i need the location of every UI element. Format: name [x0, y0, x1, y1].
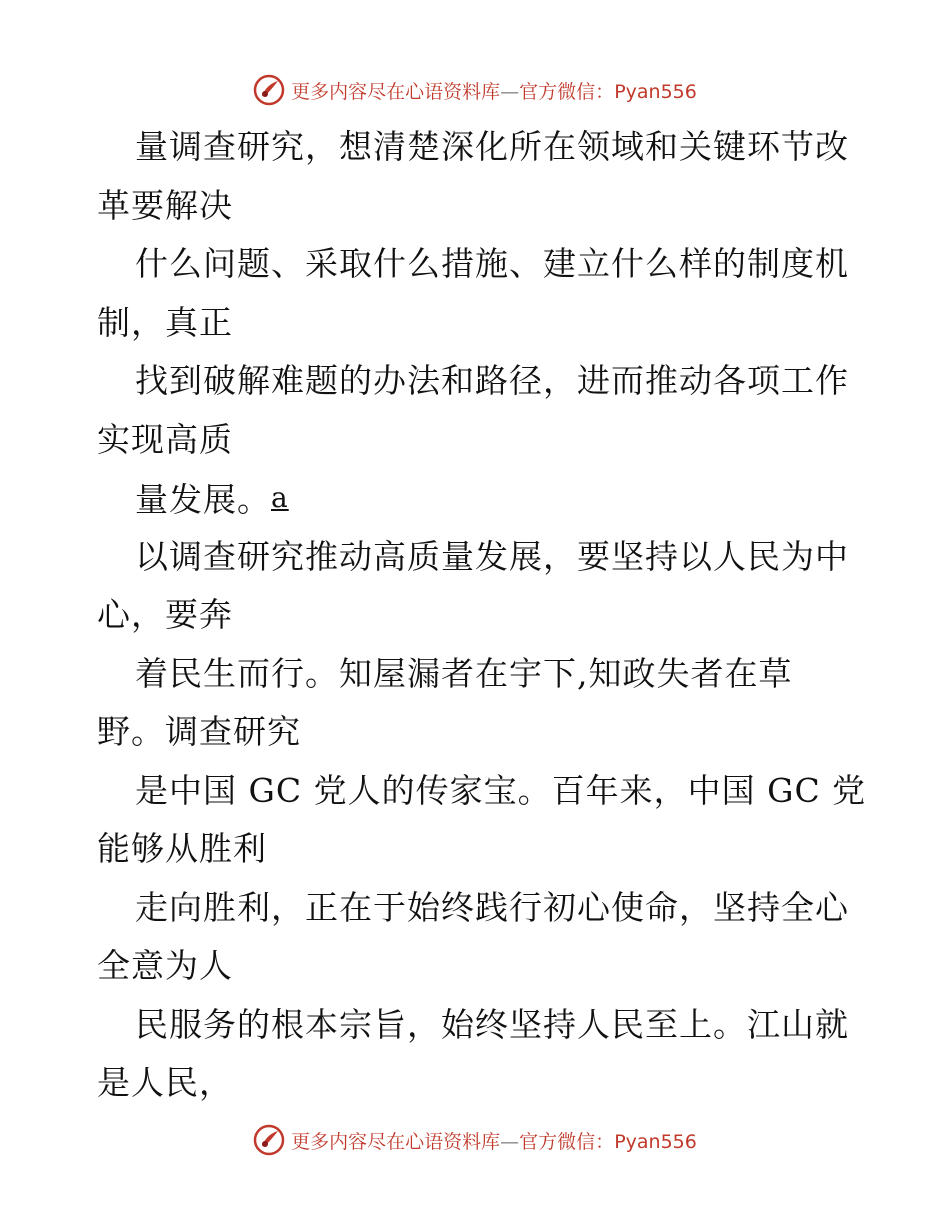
text-line: 野。调查研究: [97, 712, 301, 751]
text-line: 革要解决: [97, 185, 233, 225]
paragraph: [97, 879, 857, 996]
text-line: 能够从胜利: [97, 829, 267, 868]
banner-separator: —: [500, 1130, 520, 1153]
text-line: 量调查研究，想清楚深化所在领域和关键环节改: [135, 127, 849, 166]
brand-logo-icon: [253, 74, 285, 106]
footnote-mark: a: [271, 481, 289, 514]
text-line: 全意为人: [97, 946, 233, 985]
paragraph: [97, 352, 857, 469]
text-line: 是中国 GC 党人的传家宝。百年来，中国 GC 党: [135, 770, 867, 810]
text-line: 什么问题、采取什么措施、建立什么样的制度机: [135, 244, 849, 283]
banner-text: [291, 77, 697, 104]
paragraph: [97, 528, 857, 645]
paragraph: [97, 469, 857, 528]
banner-wechat-label: 官方微信：: [519, 80, 615, 103]
text-line: 找到破解难题的办法和路径，进而推动各项工作: [135, 361, 849, 400]
text-line: 心，要奔: [97, 595, 233, 634]
banner-wechat-id: Pyan556: [614, 80, 697, 103]
document-body: [97, 118, 867, 1113]
text-line: 着民生而行。知屋漏者在宇下,知政失者在草: [135, 653, 793, 693]
banner-inner: [253, 74, 697, 106]
banner-wechat-label: 官方微信：: [519, 1130, 615, 1153]
paragraph: [97, 762, 867, 879]
banner-text: [291, 1127, 697, 1154]
footer-banner: [0, 1120, 950, 1160]
banner-inner: [253, 1124, 697, 1156]
brand-logo-icon: [253, 1124, 285, 1156]
paragraph: [97, 996, 857, 1113]
paragraph: [97, 118, 857, 235]
text-line: 制，真正: [97, 302, 233, 342]
text-line: 是人民，: [97, 1063, 233, 1102]
text-line: 民服务的根本宗旨，始终坚持人民至上。江山就: [135, 1004, 849, 1044]
text-line-with-mark: [97, 469, 857, 528]
text-line: 走向胜利，正在于始终践行初心使命，坚持全心: [135, 887, 849, 927]
banner-wechat-id: Pyan556: [614, 1130, 697, 1153]
banner-separator: —: [500, 80, 520, 103]
banner-main-text: 更多内容尽在心语资料库: [291, 80, 501, 103]
paragraph: [97, 645, 857, 762]
paragraph: [97, 235, 857, 352]
text-line: 实现高质: [97, 419, 233, 459]
text-line: 量发展。: [135, 480, 271, 519]
header-banner: [0, 70, 950, 110]
text-line: 以调查研究推动高质量发展，要坚持以人民为中: [135, 536, 849, 576]
banner-main-text: 更多内容尽在心语资料库: [291, 1130, 501, 1153]
